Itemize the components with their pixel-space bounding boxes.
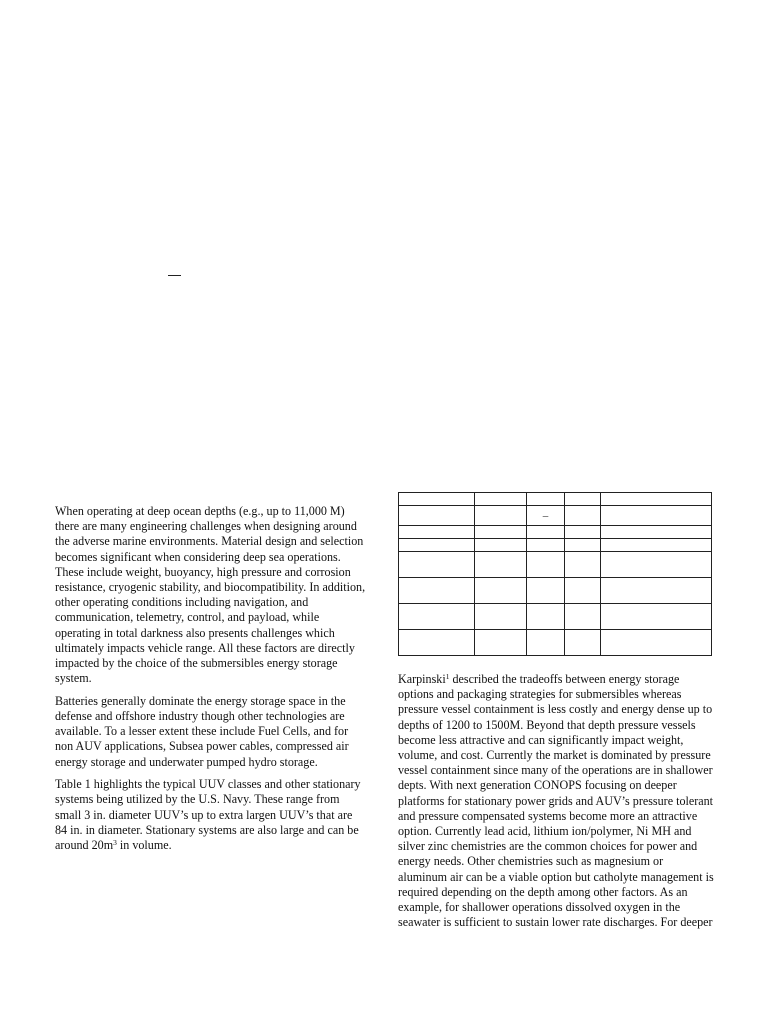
- table-cell: [601, 552, 712, 578]
- paragraph-text: Table 1 highlights the typical UUV classes and other stationary systems being utilized by the U.S. Navy. These range from small 3 in. diameter UUV’s up to extra largen UUV’s that are 84 in. in diameter. Stationary systems are also large and can be around 20m: [55, 777, 361, 853]
- paragraph-text: When operating at deep ocean depths (e.g., up to 11,000 M) there are many engineering challenges when designing around the adverse marine environments. Material design and selection becomes significant when considering deep sea operations. These include weight, buoyancy, high pressure and corrosion resistance, cryogenic stability, and biocompatibility. In addition, other operating conditions including navigation, and communication, telemetry, control, and payload, while operating in total darkness also presents challenges which ultimately impacts vehicle range. All these factors are directly impacted by the choice of the submersibles energy storage system.: [55, 504, 366, 686]
- table-cell: [565, 526, 601, 539]
- table-cell: –: [527, 506, 565, 526]
- table-row: [399, 552, 712, 578]
- author-name: Karpinski: [398, 672, 446, 686]
- paragraph-batteries-dominate: [55, 694, 366, 770]
- table-cell: [475, 526, 527, 539]
- table-cell: [399, 506, 475, 526]
- paragraph-text: Batteries generally dominate the energy storage space in the defense and offshore industry though other technologies are available. To a lesser extent these include Fuel Cells, and for non AUV applications, Subsea power cables, compressed air energy storage and underwater pumped hydro storage.: [55, 693, 349, 769]
- table-cell: [527, 604, 565, 630]
- table-cell: [527, 578, 565, 604]
- table-row: [399, 493, 712, 506]
- paragraph-deep-ocean-challenges: [55, 504, 366, 686]
- table-cell: [527, 630, 565, 656]
- table-cell: [475, 539, 527, 552]
- right-text-column: [398, 672, 714, 938]
- table-cell: [399, 526, 475, 539]
- table-cell: [565, 630, 601, 656]
- table-cell: [565, 578, 601, 604]
- left-text-column: [55, 504, 366, 861]
- table-cell: [399, 552, 475, 578]
- table-row: [399, 630, 712, 656]
- table-cell: [399, 630, 475, 656]
- table-cell: [475, 506, 527, 526]
- table-cell: [527, 493, 565, 506]
- table-1-uuv-classes: [398, 492, 712, 656]
- table-cell: [565, 552, 601, 578]
- table-cell: [601, 506, 712, 526]
- table-cell: [565, 539, 601, 552]
- table-cell: [399, 493, 475, 506]
- table-cell: [399, 578, 475, 604]
- table-cell: [565, 604, 601, 630]
- paragraph-table-1-summary: [55, 777, 366, 853]
- table-cell: [527, 539, 565, 552]
- table-row: [399, 526, 712, 539]
- table-cell: [601, 539, 712, 552]
- table-cell: [399, 604, 475, 630]
- table-cell: [601, 493, 712, 506]
- stray-dash-mark: [168, 275, 181, 276]
- paragraph-text: described the tradeoffs between energy storage options and packaging strategies for submersibles whereas pressure vessel containment is less costly and energy dense up to depths of 1200 to 1500M. Beyond that depth pressure vessels become less attractive and can significantly impact weight, volume, and cost. Currently the market is dominated by pressure vessel containment since many of the operations are in shallower depts. With next generation CONOPS focusing on deeper platforms for stationary power grids and AUV’s pressure tolerant and pressure compensated systems become more an attractive option. Currently lead acid, lithium ion/polymer, Ni MH and silver zinc chemistries are the common choices for power and energy needs. Other chemistries such as magnesium or aluminum air can be a viable option but catholyte management is required depending on the depth among other factors. As an example, for shallower operations dissolved oxygen in the seawater is sufficient to sustain lower rate discharges. For deeper: [398, 672, 714, 930]
- paragraph-karpinski-tradeoffs: [398, 672, 714, 930]
- table-cell: [565, 506, 601, 526]
- table-cell: [601, 630, 712, 656]
- paragraph-text-tail: in volume.: [116, 838, 172, 853]
- table-row: [399, 604, 712, 630]
- superscript-cubed: 3: [113, 838, 117, 848]
- table-cell: [475, 630, 527, 656]
- table-row: [399, 539, 712, 552]
- table-row: [399, 578, 712, 604]
- table-cell: [527, 552, 565, 578]
- citation-reference: 1: [445, 672, 450, 681]
- table-cell: [565, 493, 601, 506]
- table-cell: [601, 526, 712, 539]
- table-cell: [399, 539, 475, 552]
- table-cell: [601, 604, 712, 630]
- table-cell: [475, 552, 527, 578]
- table-cell: [475, 604, 527, 630]
- table-row: [399, 506, 712, 526]
- table-cell: [527, 526, 565, 539]
- table-cell: [601, 578, 712, 604]
- table-cell: [475, 493, 527, 506]
- table-cell: [475, 578, 527, 604]
